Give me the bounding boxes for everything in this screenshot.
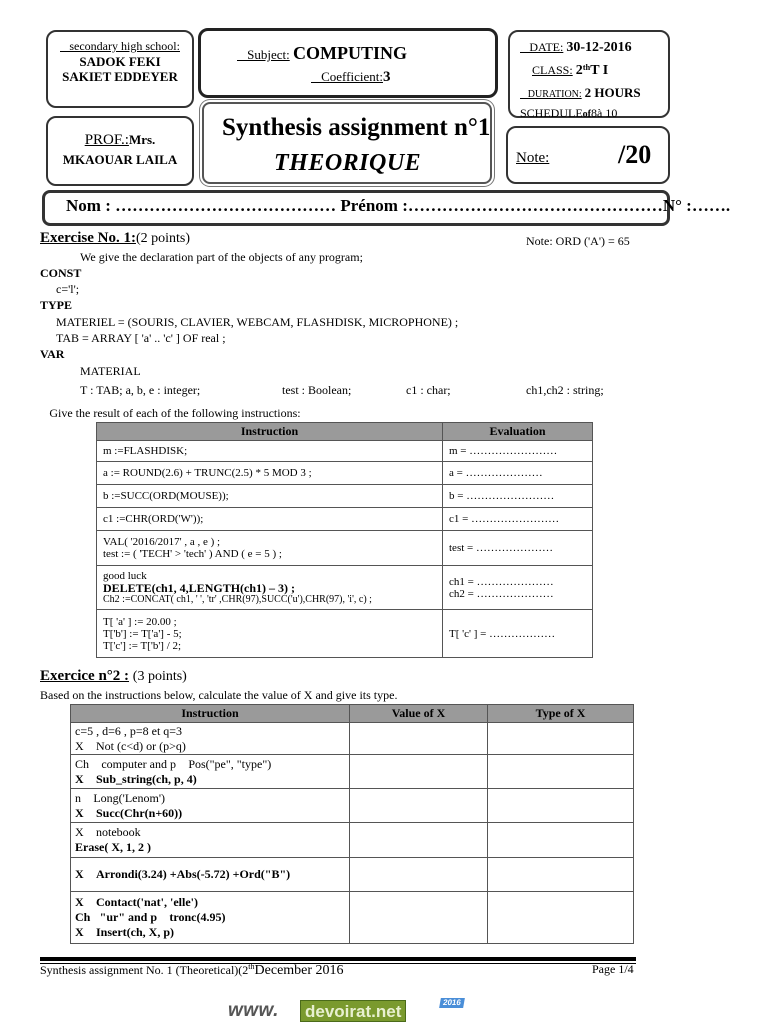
exercise2-title: Exercice n°2 : <box>40 668 130 684</box>
table-row <box>97 441 593 462</box>
var-keyword: VAR <box>40 347 65 361</box>
instruction-line: T['c'] := T['b'] / 2; <box>103 639 182 652</box>
title-box <box>202 102 492 184</box>
value-cell[interactable] <box>350 755 488 789</box>
type-cell[interactable] <box>488 755 634 789</box>
instruction-line: Erase( X, 1, 2 ) <box>75 840 151 854</box>
date-box <box>508 30 670 118</box>
var-decl-t: T : TAB; a, b, e : integer; <box>80 383 201 397</box>
exercise2-points: (3 points) <box>132 669 187 684</box>
schedule-label: SCHEDULE <box>520 106 583 120</box>
type-cell[interactable] <box>488 723 634 755</box>
instruction-cell: b :=SUCC(ORD(MOUSE)); <box>97 485 443 508</box>
duration-label: DURATION: <box>520 89 574 100</box>
instruction-line: X Contact('nat', 'elle') <box>75 895 189 909</box>
evaluation-line: ch1 = ………………… <box>449 575 554 588</box>
identity-line: Nom : ………………………………… Prénom :………………………………………N° :……. <box>66 196 731 215</box>
exercise2-intro: Based on the instructions below, calculate the value of X and give its type. <box>40 688 398 702</box>
table-row <box>97 462 593 485</box>
exercise1-points: (2 points) <box>135 231 191 246</box>
instruction-line: T[ 'a' ] := 20.00 ; <box>103 615 177 628</box>
instruction-line: Ch2 :=CONCAT( ch1, ' ', 'tr' ,CHR(97),SUCC('u'),CHR(97), 'i', c) ; <box>103 593 372 605</box>
instruction-line: VAL( '2016/2017' , a , e ) ; <box>103 536 221 548</box>
type-line2: TAB = ARRAY [ 'a' .. 'c' ] OF real ; <box>56 331 226 345</box>
exercise2-table <box>70 704 634 944</box>
col-header-value: Value of X <box>350 705 488 723</box>
note-label: Note: <box>516 150 550 166</box>
var-line1: MATERIAL <box>80 364 141 378</box>
evaluation-line: ch2 = ………………… <box>449 587 554 600</box>
instruction-line: Ch computer and p Pos("pe", "type") <box>75 756 253 771</box>
exercise1-intro: We give the declaration part of the objects of any program; <box>80 250 363 264</box>
type-cell[interactable] <box>488 789 634 823</box>
table-row <box>71 789 634 823</box>
var-decl-test: test : Boolean; <box>282 383 352 397</box>
instruction-line: X notebook <box>75 825 132 839</box>
subject-box <box>198 28 498 98</box>
evaluation-cell[interactable]: c1 = …………………… <box>443 508 593 531</box>
type-cell[interactable] <box>488 892 634 944</box>
date-label: DATE: <box>520 40 554 54</box>
prof-title: Mrs. <box>128 132 156 147</box>
watermark-tag: 2016 <box>439 998 465 1008</box>
instruction-line: n Long('Lenom') <box>75 790 156 805</box>
col-header-instruction: Instruction <box>71 705 350 723</box>
schedule-of: of <box>582 109 592 120</box>
table-row <box>71 892 634 944</box>
instruction-cell <box>71 755 350 789</box>
table-row <box>97 485 593 508</box>
instruction-cell: c1 :=CHR(ORD('W')); <box>97 508 443 531</box>
table-row <box>97 610 593 658</box>
evaluation-cell[interactable]: T[ 'c' ] = ……………… <box>443 610 593 658</box>
table-row <box>71 723 634 755</box>
exercise1-note: Note: ORD ('A') = 65 <box>526 234 630 248</box>
type-cell[interactable] <box>488 858 634 892</box>
instruction-cell <box>97 610 443 658</box>
col-header-instruction: Instruction <box>97 423 443 441</box>
value-cell[interactable] <box>350 789 488 823</box>
instruction-line: X Not (c<d) or (p>q) <box>75 738 177 753</box>
subject-value: COMPUTING <box>282 43 397 63</box>
prof-label: PROF.: <box>84 132 129 148</box>
table-row <box>97 508 593 531</box>
date-value: 30-12-2016 <box>557 40 623 55</box>
instruction-line: test := ( 'TECH' > 'tech' ) AND ( e = 5 ) ; <box>103 548 282 560</box>
instruction-cell <box>71 723 350 755</box>
footer-rule <box>40 957 636 961</box>
school-label: secondary high school: <box>64 39 176 53</box>
note-box <box>506 126 670 184</box>
footer-left <box>40 962 344 979</box>
instruction-line: X Sub_string(ch, p, 4) <box>75 771 188 786</box>
exercise2-heading <box>40 668 187 685</box>
evaluation-cell[interactable] <box>443 566 593 610</box>
value-cell[interactable] <box>350 892 488 944</box>
instruction-cell <box>71 892 350 944</box>
school-box <box>46 30 194 108</box>
watermark-site: devoirat.net <box>300 1000 406 1022</box>
col-header-evaluation: Evaluation <box>443 423 593 441</box>
evaluation-cell[interactable]: m = …………………… <box>443 441 593 462</box>
table-row <box>97 531 593 566</box>
instruction-cell: a := ROUND(2.6) + TRUNC(2.5) * 5 MOD 3 ; <box>97 462 443 485</box>
coefficient-value: 3 <box>372 69 381 85</box>
instruction-cell <box>97 566 443 610</box>
footer-date: December 2016 <box>254 963 344 978</box>
instruction-line: X Succ(Chr(n+60)) <box>75 805 173 820</box>
prof-name: MKAOUAR LAILA <box>62 152 178 167</box>
watermark-www: www. <box>228 1000 279 1021</box>
table-row <box>71 858 634 892</box>
var-decl-c1: c1 : char; <box>406 383 451 397</box>
footer-sup: th <box>248 962 255 971</box>
coefficient-label: Coefficient: <box>311 69 373 84</box>
exercise1-heading <box>40 230 190 247</box>
school-name-line1: SADOK FEKI <box>79 54 161 69</box>
type-cell[interactable] <box>488 823 634 858</box>
instruction-cell <box>71 789 350 823</box>
table-row <box>71 823 634 858</box>
instruction-prompt: Give the result of each of the following instructions: <box>40 406 292 420</box>
instruction-line: Ch "ur" and p tronc(4.95) <box>75 910 210 924</box>
watermark-logo[interactable] <box>228 998 474 1024</box>
table-row <box>97 566 593 610</box>
instruction-line: good luck <box>103 569 147 582</box>
school-name-line2: SAKIET EDDEYER <box>62 69 178 84</box>
instruction-line: c=5 , d=6 , p=8 et q=3 <box>75 723 183 738</box>
evaluation-cell[interactable]: test = ………………… <box>443 531 593 566</box>
exercise1-table <box>96 422 593 658</box>
instruction-cell <box>71 823 350 858</box>
value-cell[interactable] <box>350 823 488 858</box>
subject-label: Subject: <box>237 47 280 62</box>
value-cell[interactable] <box>350 723 488 755</box>
class-label: CLASS: <box>532 63 573 77</box>
footer-text: Synthesis assignment No. 1 (Theoretical)(2 <box>40 963 249 977</box>
const-keyword: CONST <box>40 266 82 280</box>
instruction-cell: m :=FLASHDISK; <box>97 441 443 462</box>
type-line1: MATERIEL = (SOURIS, CLAVIER, WEBCAM, FLASHDISK, MICROPHONE) ; <box>56 315 459 329</box>
instruction-line: X Insert(ch, X, p) <box>75 925 165 939</box>
instruction-cell <box>97 531 443 566</box>
duration-value: 2 HOURS <box>576 85 633 100</box>
col-header-type: Type of X <box>488 705 634 723</box>
class-value: 2ᵗʰT I <box>575 63 609 78</box>
page-number: Page 1/4 <box>592 962 634 976</box>
assignment-title: Synthesis assignment n°1 <box>222 114 491 141</box>
const-line: c='l'; <box>56 282 80 296</box>
table-row <box>71 755 634 789</box>
type-keyword: TYPE <box>40 298 73 312</box>
note-value: /20 <box>618 140 652 169</box>
value-cell[interactable] <box>350 858 488 892</box>
prof-box <box>46 116 194 186</box>
instruction-line: T['b'] := T['a'] - 5; <box>103 627 182 640</box>
evaluation-cell[interactable]: b = …………………… <box>443 485 593 508</box>
schedule-value: 8à 10 <box>591 106 618 120</box>
assignment-subtitle: THEORIQUE <box>274 150 422 176</box>
evaluation-cell[interactable]: a = ………………… <box>443 462 593 485</box>
var-decl-ch: ch1,ch2 : string; <box>526 383 604 397</box>
instruction-line: DELETE(ch1, 4,LENGTH(ch1) – 3) ; <box>103 580 296 595</box>
instruction-cell: X Arrondi(3.24) +Abs(-5.72) +Ord("B") <box>71 858 350 892</box>
exercise1-title: Exercise No. 1: <box>40 230 136 246</box>
